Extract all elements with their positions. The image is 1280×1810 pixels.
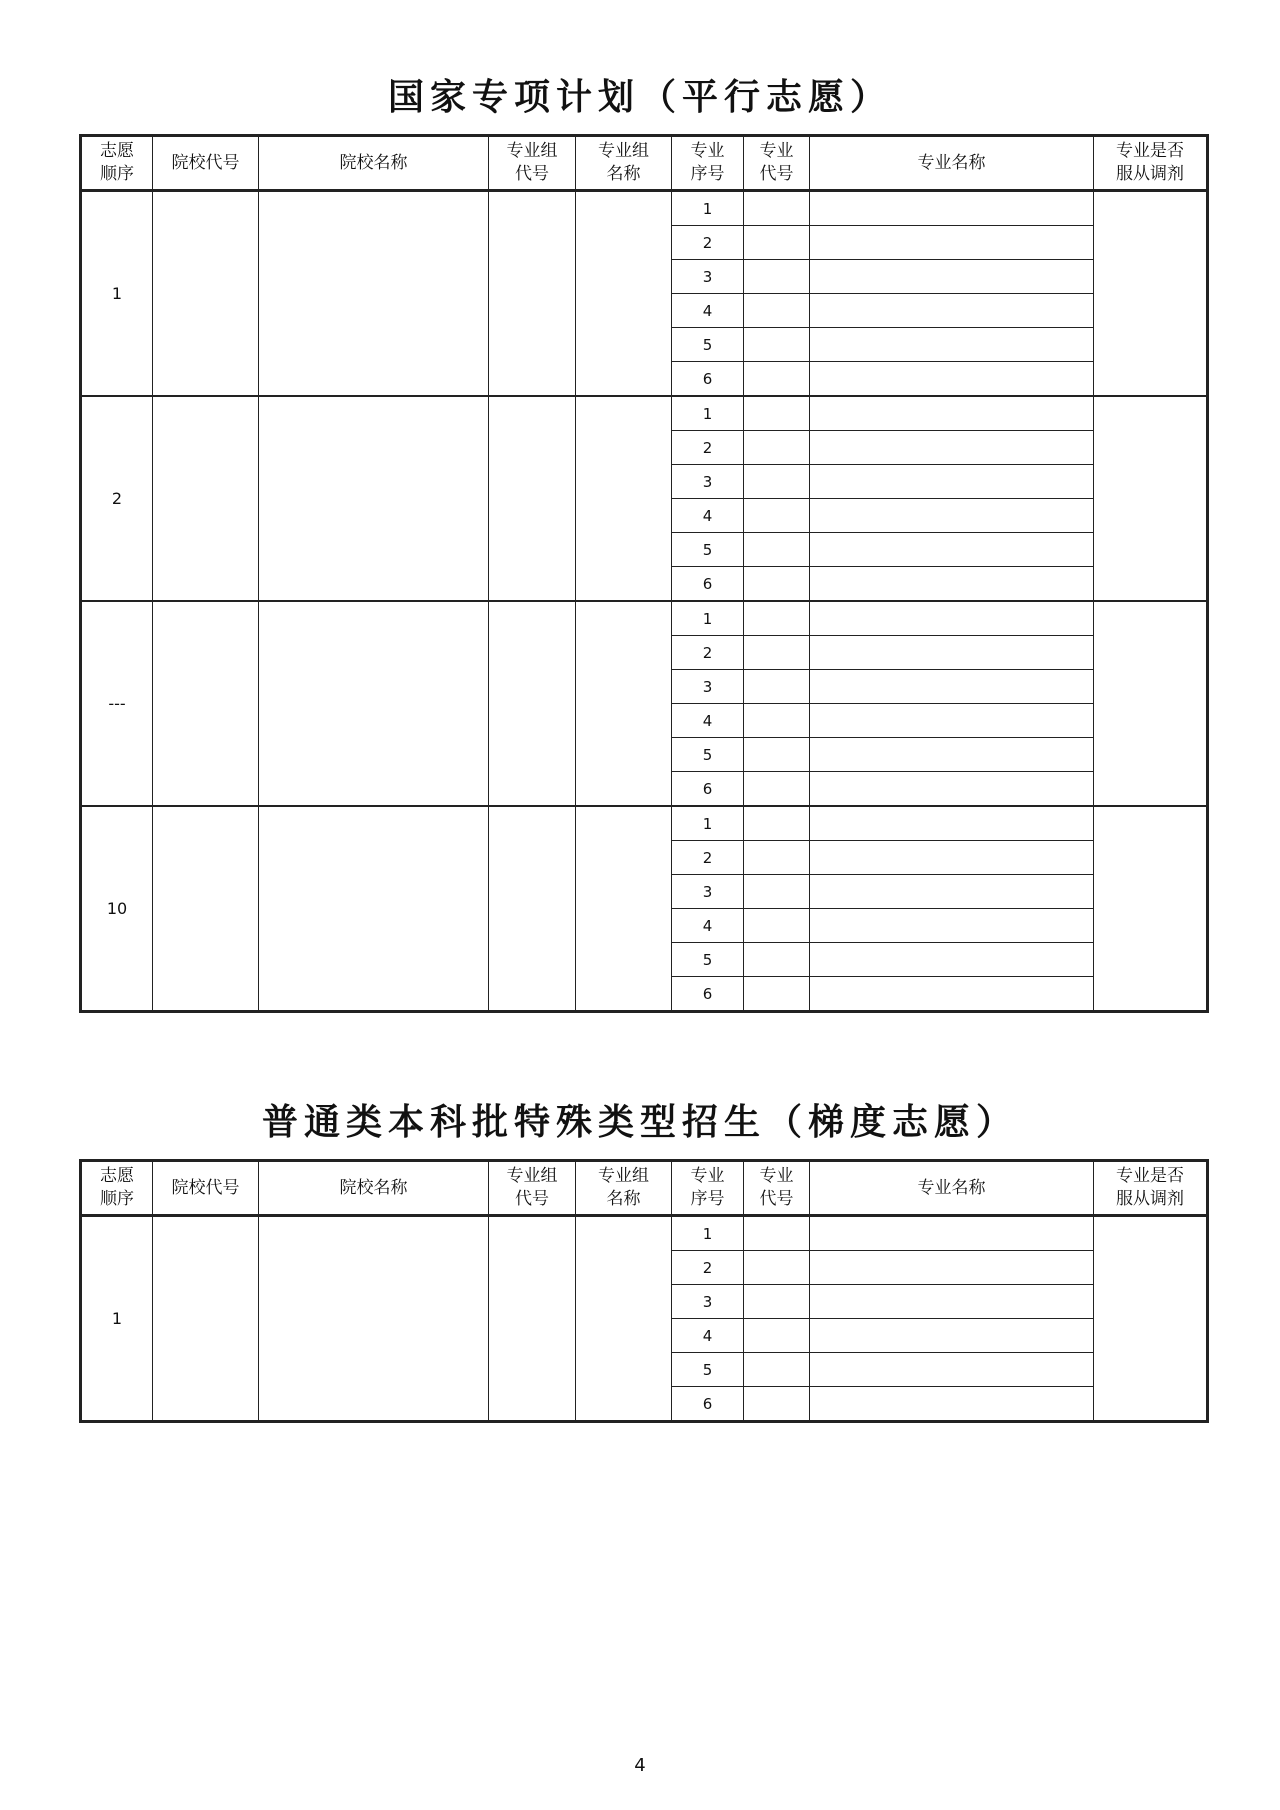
major-name-cell[interactable] xyxy=(810,1319,1094,1353)
major-seq-cell: 5 xyxy=(672,533,744,567)
table-row xyxy=(81,806,1208,841)
major-name-cell[interactable] xyxy=(810,465,1094,499)
major-name-cell[interactable] xyxy=(810,909,1094,943)
major-code-cell[interactable] xyxy=(744,1285,810,1319)
major-code-cell[interactable] xyxy=(744,465,810,499)
major-code-cell[interactable] xyxy=(744,806,810,841)
major-seq-cell: 4 xyxy=(672,1319,744,1353)
major-seq-header xyxy=(672,1161,744,1216)
major-code-cell[interactable] xyxy=(744,738,810,772)
major-group-name-cell[interactable] xyxy=(576,601,672,806)
header-label: 名称 xyxy=(606,1189,641,1209)
major-name-header xyxy=(810,136,1094,191)
school-code-cell[interactable] xyxy=(153,601,259,806)
major-name-cell[interactable] xyxy=(810,567,1094,602)
major-group-code-cell[interactable] xyxy=(489,601,576,806)
major-group-code-header xyxy=(489,1161,576,1216)
choice-order-cell: 2 xyxy=(81,396,153,601)
major-group-name-cell[interactable] xyxy=(576,191,672,397)
major-seq-cell: 3 xyxy=(672,1285,744,1319)
school-name-header xyxy=(259,1161,489,1216)
major-name-cell[interactable] xyxy=(810,670,1094,704)
major-code-cell[interactable] xyxy=(744,704,810,738)
major-seq-cell: 6 xyxy=(672,1387,744,1422)
school-code-cell[interactable] xyxy=(153,191,259,397)
major-seq-cell: 5 xyxy=(672,943,744,977)
major-name-cell[interactable] xyxy=(810,601,1094,636)
major-group-code-cell[interactable] xyxy=(489,191,576,397)
header-label: 专业名称 xyxy=(917,152,986,173)
major-seq-cell: 6 xyxy=(672,362,744,397)
major-name-cell[interactable] xyxy=(810,1387,1094,1422)
school-code-cell[interactable] xyxy=(153,396,259,601)
major-seq-cell: 5 xyxy=(672,328,744,362)
major-seq-cell: 6 xyxy=(672,567,744,602)
major-code-cell[interactable] xyxy=(744,499,810,533)
major-code-cell[interactable] xyxy=(744,875,810,909)
major-group-code-cell[interactable] xyxy=(489,1216,576,1422)
major-group-name-cell[interactable] xyxy=(576,806,672,1012)
major-name-cell[interactable] xyxy=(810,226,1094,260)
table-row xyxy=(81,191,1208,226)
accept-adjustment-cell[interactable] xyxy=(1094,806,1208,1012)
header-label: 专业是否 xyxy=(1116,141,1184,161)
school-name-cell[interactable] xyxy=(259,1216,489,1422)
major-code-cell[interactable] xyxy=(744,533,810,567)
major-seq-cell: 2 xyxy=(672,226,744,260)
header-row xyxy=(81,1161,1208,1216)
major-code-cell[interactable] xyxy=(744,841,810,875)
major-name-cell[interactable] xyxy=(810,362,1094,397)
major-name-cell[interactable] xyxy=(810,977,1094,1012)
header-label: 代号 xyxy=(759,164,794,184)
major-code-cell[interactable] xyxy=(744,909,810,943)
major-code-header xyxy=(744,1161,810,1216)
major-group-code-header xyxy=(489,136,576,191)
major-code-cell[interactable] xyxy=(744,943,810,977)
header-label: 专业 xyxy=(759,1166,794,1186)
major-code-cell[interactable] xyxy=(744,1251,810,1285)
major-seq-cell: 2 xyxy=(672,841,744,875)
major-code-cell[interactable] xyxy=(744,294,810,328)
major-seq-header xyxy=(672,136,744,191)
accept-adjustment-header xyxy=(1094,136,1208,191)
major-group-name-cell[interactable] xyxy=(576,396,672,601)
major-seq-cell: 5 xyxy=(672,738,744,772)
header-label: 专业 xyxy=(690,141,725,161)
major-name-cell[interactable] xyxy=(810,1216,1094,1251)
major-seq-cell: 3 xyxy=(672,260,744,294)
major-seq-cell: 4 xyxy=(672,704,744,738)
major-group-name-cell[interactable] xyxy=(576,1216,672,1422)
accept-adjustment-cell[interactable] xyxy=(1094,191,1208,397)
special-type-admission-table xyxy=(79,1159,1209,1423)
major-seq-cell: 6 xyxy=(672,977,744,1012)
section-title-special-type-admission: 普通类本科批特殊类型招生（梯度志愿） xyxy=(261,1102,1018,1143)
major-name-cell[interactable] xyxy=(810,191,1094,226)
major-seq-cell: 3 xyxy=(672,670,744,704)
major-code-cell[interactable] xyxy=(744,362,810,397)
major-seq-cell: 1 xyxy=(672,396,744,431)
school-code-cell[interactable] xyxy=(153,1216,259,1422)
major-seq-cell: 1 xyxy=(672,1216,744,1251)
major-name-cell[interactable] xyxy=(810,841,1094,875)
accept-adjustment-cell[interactable] xyxy=(1094,1216,1208,1422)
header-label: 专业 xyxy=(759,141,794,161)
major-code-cell[interactable] xyxy=(744,1353,810,1387)
major-name-cell[interactable] xyxy=(810,636,1094,670)
major-name-cell[interactable] xyxy=(810,943,1094,977)
major-name-cell[interactable] xyxy=(810,328,1094,362)
major-code-cell[interactable] xyxy=(744,636,810,670)
header-label: 代号 xyxy=(759,1189,794,1209)
major-seq-cell: 2 xyxy=(672,431,744,465)
header-label: 序号 xyxy=(690,1189,725,1209)
major-group-code-cell[interactable] xyxy=(489,396,576,601)
school-name-cell[interactable] xyxy=(259,806,489,1012)
major-code-cell[interactable] xyxy=(744,1319,810,1353)
header-label: 服从调剂 xyxy=(1116,164,1184,184)
major-name-header xyxy=(810,1161,1094,1216)
school-name-cell[interactable] xyxy=(259,191,489,397)
header-label: 志愿 xyxy=(100,141,134,161)
major-seq-cell: 1 xyxy=(672,601,744,636)
major-code-header xyxy=(744,136,810,191)
header-label: 专业组 xyxy=(598,141,649,161)
major-group-name-header xyxy=(576,1161,672,1216)
major-name-cell[interactable] xyxy=(810,772,1094,807)
choice-order-header xyxy=(81,1161,153,1216)
major-code-cell[interactable] xyxy=(744,1387,810,1422)
header-label: 顺序 xyxy=(100,164,134,184)
accept-adjustment-cell[interactable] xyxy=(1094,601,1208,806)
choice-order-cell: 1 xyxy=(81,191,153,397)
major-name-cell[interactable] xyxy=(810,738,1094,772)
major-name-cell[interactable] xyxy=(810,1251,1094,1285)
school-name-cell[interactable] xyxy=(259,601,489,806)
header-label: 专业名称 xyxy=(917,1177,986,1198)
accept-adjustment-header xyxy=(1094,1161,1208,1216)
major-seq-cell: 4 xyxy=(672,499,744,533)
header-label: 专业组 xyxy=(506,1166,558,1186)
school-code-cell[interactable] xyxy=(153,806,259,1012)
header-label: 专业 xyxy=(690,1166,725,1186)
major-name-cell[interactable] xyxy=(810,499,1094,533)
major-code-cell[interactable] xyxy=(744,670,810,704)
table-row xyxy=(81,396,1208,431)
major-name-cell[interactable] xyxy=(810,396,1094,431)
major-code-cell[interactable] xyxy=(744,226,810,260)
major-seq-cell: 2 xyxy=(672,636,744,670)
header-label: 顺序 xyxy=(100,1189,134,1209)
major-name-cell[interactable] xyxy=(810,806,1094,841)
school-name-header xyxy=(259,136,489,191)
major-name-cell[interactable] xyxy=(810,1353,1094,1387)
table-row xyxy=(81,1216,1208,1251)
major-seq-cell: 4 xyxy=(672,909,744,943)
choice-order-header xyxy=(81,136,153,191)
school-name-cell[interactable] xyxy=(259,396,489,601)
section-title-national-special-plan: 国家专项计划（平行志愿） xyxy=(387,77,892,118)
major-seq-cell: 4 xyxy=(672,294,744,328)
major-name-cell[interactable] xyxy=(810,431,1094,465)
header-label: 专业组 xyxy=(598,1166,649,1186)
header-label: 代号 xyxy=(515,1189,549,1209)
major-group-name-header xyxy=(576,136,672,191)
table-row xyxy=(81,601,1208,636)
header-label: 院校名称 xyxy=(339,1177,408,1198)
major-code-cell[interactable] xyxy=(744,431,810,465)
major-seq-cell: 2 xyxy=(672,1251,744,1285)
header-label: 名称 xyxy=(606,164,641,184)
major-code-cell[interactable] xyxy=(744,328,810,362)
major-seq-cell: 3 xyxy=(672,875,744,909)
major-code-cell[interactable] xyxy=(744,1216,810,1251)
major-code-cell[interactable] xyxy=(744,260,810,294)
header-label: 院校代号 xyxy=(171,1177,240,1198)
major-seq-cell: 1 xyxy=(672,191,744,226)
header-label: 院校名称 xyxy=(339,152,408,173)
header-label: 院校代号 xyxy=(171,152,240,173)
major-code-cell[interactable] xyxy=(744,191,810,226)
major-seq-cell: 3 xyxy=(672,465,744,499)
choice-order-cell: 1 xyxy=(81,1216,153,1422)
header-label: 服从调剂 xyxy=(1116,1189,1184,1209)
major-seq-cell: 6 xyxy=(672,772,744,807)
major-seq-cell: 5 xyxy=(672,1353,744,1387)
choice-order-cell: --- xyxy=(81,601,153,806)
major-name-cell[interactable] xyxy=(810,260,1094,294)
header-label: 志愿 xyxy=(100,1166,134,1186)
header-label: 代号 xyxy=(515,164,549,184)
major-code-cell[interactable] xyxy=(744,396,810,431)
major-code-cell[interactable] xyxy=(744,977,810,1012)
major-name-cell[interactable] xyxy=(810,875,1094,909)
major-seq-cell: 1 xyxy=(672,806,744,841)
header-label: 专业是否 xyxy=(1116,1166,1184,1186)
major-code-cell[interactable] xyxy=(744,772,810,807)
header-label: 专业组 xyxy=(506,141,558,161)
major-name-cell[interactable] xyxy=(810,1285,1094,1319)
national-special-plan-table xyxy=(79,134,1209,1013)
major-name-cell[interactable] xyxy=(810,704,1094,738)
major-code-cell[interactable] xyxy=(744,601,810,636)
header-label: 序号 xyxy=(690,164,725,184)
accept-adjustment-cell[interactable] xyxy=(1094,396,1208,601)
school-code-header xyxy=(153,1161,259,1216)
page-number: 4 xyxy=(634,1755,646,1776)
major-code-cell[interactable] xyxy=(744,567,810,602)
header-row xyxy=(81,136,1208,191)
choice-order-cell: 10 xyxy=(81,806,153,1012)
major-name-cell[interactable] xyxy=(810,294,1094,328)
major-name-cell[interactable] xyxy=(810,533,1094,567)
school-code-header xyxy=(153,136,259,191)
major-group-code-cell[interactable] xyxy=(489,806,576,1012)
